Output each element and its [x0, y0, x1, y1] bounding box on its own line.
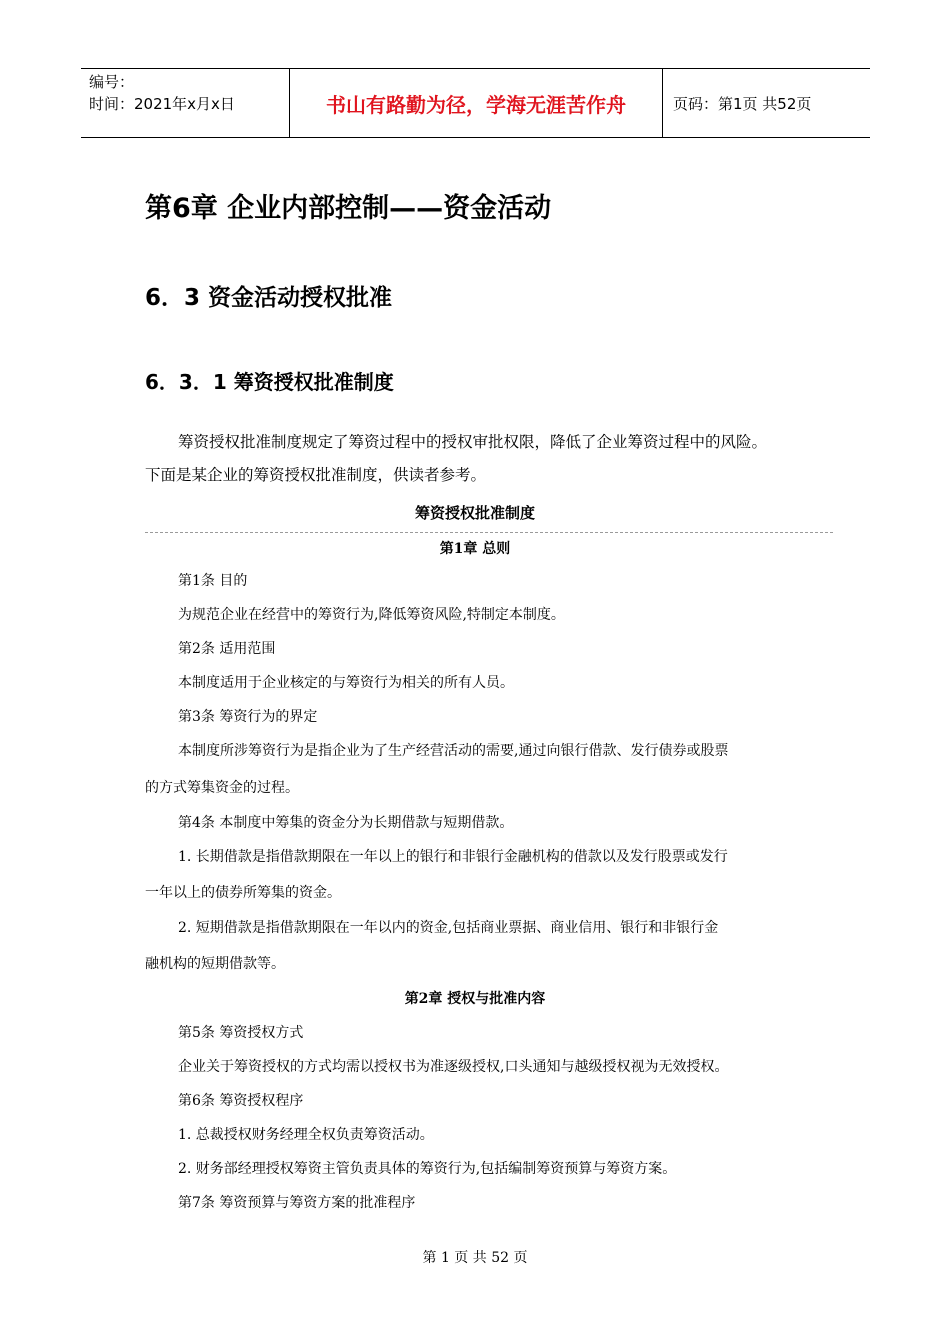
subsection-heading: 6．3．1 筹资授权批准制度	[145, 370, 394, 394]
header-motto: 书山有路勤为径，学海无涯苦作舟	[289, 69, 663, 137]
article-5-title: 第5条 筹资授权方式	[178, 1025, 304, 1041]
article-4-item-1-line-2: 一年以上的债券所筹集的资金。	[145, 885, 341, 901]
article-6-item-1: 1. 总裁授权财务经理全权负责筹资活动。	[178, 1127, 434, 1143]
article-4-title: 第4条 本制度中筹集的资金分为长期借款与短期借款。	[178, 815, 514, 831]
section-heading: 6．3 资金活动授权批准	[145, 285, 393, 311]
article-6-title: 第6条 筹资授权程序	[178, 1093, 304, 1109]
page-footer: 第 1 页 共 52 页	[422, 1250, 528, 1266]
article-3-body-line-1: 本制度所涉筹资行为是指企业为了生产经营活动的需要,通过向银行借款、发行债券或股票	[178, 743, 729, 759]
article-3-title: 第3条 筹资行为的界定	[178, 709, 318, 725]
article-1-title: 第1条 目的	[178, 573, 248, 589]
intro-line-1: 筹资授权批准制度规定了筹资过程中的授权审批权限，降低了企业筹资过程中的风险。	[178, 433, 768, 451]
article-4-item-2-line-2: 融机构的短期借款等。	[145, 956, 285, 972]
chapter-1-title: 第1章 总则	[439, 541, 511, 557]
article-2-body: 本制度适用于企业核定的与筹资行为相关的所有人员。	[178, 675, 514, 691]
article-4-item-2-line-1: 2. 短期借款是指借款期限在一年以内的资金,包括商业票据、商业信用、银行和非银行金	[178, 920, 719, 936]
number-label: 编号：	[89, 73, 135, 91]
article-4-item-1-line-1: 1. 长期借款是指借款期限在一年以上的银行和非银行金融机构的借款以及发行股票或发行	[178, 849, 728, 865]
document-title: 筹资授权批准制度	[414, 504, 535, 522]
header-meta	[81, 69, 289, 137]
time-label: 时间：2021年x月x日	[89, 95, 235, 113]
article-6-item-2: 2. 财务部经理授权筹资主管负责具体的筹资行为,包括编制筹资预算与筹资方案。	[178, 1161, 677, 1177]
dashed-divider	[145, 532, 833, 533]
article-1-body: 为规范企业在经营中的筹资行为,降低筹资风险,特制定本制度。	[178, 607, 565, 623]
intro-line-2: 下面是某企业的筹资授权批准制度，供读者参考。	[145, 466, 487, 484]
article-5-body: 企业关于筹资授权的方式均需以授权书为准逐级授权,口头通知与越级授权视为无效授权。	[178, 1059, 729, 1075]
header-page-info: 页码：第1页 共52页	[673, 94, 812, 113]
chapter-heading: 第6章 企业内部控制——资金活动	[145, 193, 552, 224]
header-table	[81, 68, 870, 138]
chapter-2-title: 第2章 授权与批准内容	[404, 991, 546, 1007]
article-2-title: 第2条 适用范围	[178, 641, 276, 657]
article-7-title: 第7条 筹资预算与筹资方案的批准程序	[178, 1195, 416, 1211]
article-3-body-line-2: 的方式筹集资金的过程。	[145, 780, 299, 796]
